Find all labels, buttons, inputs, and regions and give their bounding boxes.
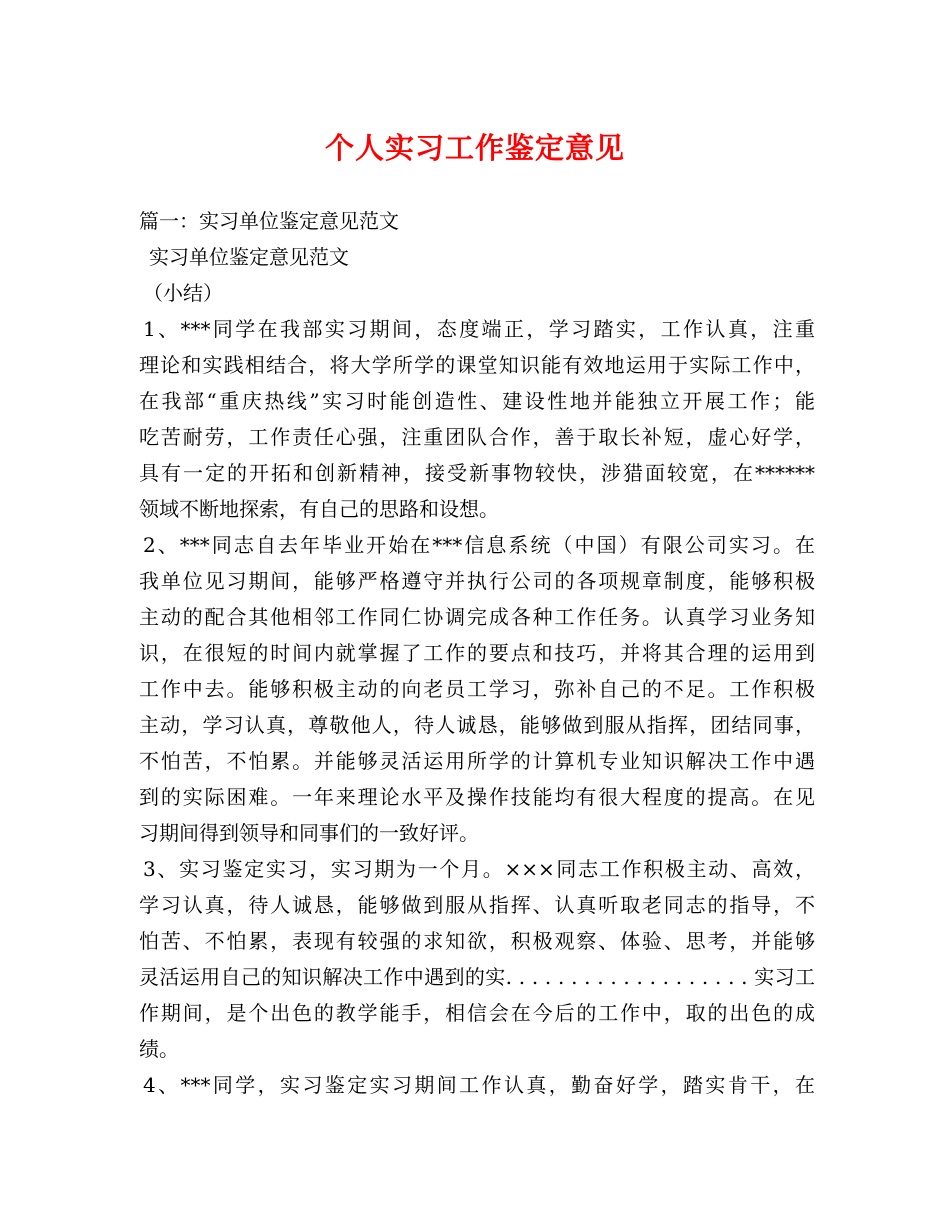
paragraph-3-line: 绩。 bbox=[139, 1037, 179, 1061]
paragraph-1-line: 吃苦耐劳，工作责任心强，注重团队合作，善于取长补短，虚心好学， bbox=[139, 425, 815, 449]
page-title: 个人实习工作鉴定意见 bbox=[324, 131, 625, 165]
paragraph-3-line: 3、实习鉴定实习，实习期为一个月。×××同志工作积极主动、高效， bbox=[143, 857, 815, 881]
paragraph-3-line: 灵活运用自己的知识解决工作中遇到的实. . . . . . . . . . . . . . . . . . . 实习工 bbox=[139, 965, 815, 989]
paragraph-2-line: 识，在很短的时间内就掌握了工作的要点和技巧，并将其合理的运用到 bbox=[139, 641, 815, 665]
paragraph-2-line: 不怕苦，不怕累。并能够灵活运用所学的计算机专业知识解决工作中遇 bbox=[139, 749, 815, 773]
paragraph-1-line: 领域不断地探索，有自己的思路和设想。 bbox=[139, 497, 499, 521]
document-body bbox=[139, 203, 815, 1103]
paragraph-2-line: 我单位见习期间，能够严格遵守并执行公司的各项规章制度，能够积极 bbox=[139, 569, 815, 593]
subsection-heading: 实习单位鉴定意见范文 bbox=[149, 245, 349, 269]
paragraph-2-line: 主动的配合其他相邻工作同仁协调完成各种工作任务。认真学习业务知 bbox=[139, 605, 815, 629]
paragraph-2-line: 主动，学习认真，尊敬他人，待人诚恳，能够做到服从指挥，团结同事， bbox=[139, 713, 815, 737]
section-heading: 篇一：实习单位鉴定意见范文 bbox=[139, 209, 399, 233]
paragraph-2-line: 工作中去。能够积极主动的向老员工学习，弥补自己的不足。工作积极 bbox=[139, 677, 815, 701]
paragraph-1-line: 具有一定的开拓和创新精神，接受新事物较快，涉猎面较宽，在****** bbox=[139, 461, 815, 485]
paragraph-1-line: 理论和实践相结合，将大学所学的课堂知识能有效地运用于实际工作中， bbox=[139, 353, 815, 377]
paragraph-3-line: 学习认真，待人诚恳，能够做到服从指挥、认真听取老同志的指导，不 bbox=[139, 893, 815, 917]
summary-label: （小结） bbox=[143, 281, 223, 305]
paragraph-4-line: 4、***同学，实习鉴定实习期间工作认真，勤奋好学，踏实肯干，在 bbox=[143, 1073, 815, 1097]
paragraph-1-line: 1、***同学在我部实习期间，态度端正，学习踏实，工作认真，注重 bbox=[143, 317, 815, 341]
paragraph-2-line: 到的实际困难。一年来理论水平及操作技能均有很大程度的提高。在见 bbox=[139, 785, 815, 809]
paragraph-2-line: 2、***同志自去年毕业开始在***信息系统（中国）有限公司实习。在 bbox=[143, 533, 815, 557]
paragraph-3-line: 怕苦、不怕累，表现有较强的求知欲，积极观察、体验、思考，并能够 bbox=[139, 929, 815, 953]
paragraph-3-line: 作期间，是个出色的教学能手，相信会在今后的工作中，取的出色的成 bbox=[139, 1001, 815, 1025]
paragraph-1-line: 在我部“重庆热线”实习时能创造性、建设性地并能独立开展工作；能 bbox=[139, 389, 815, 413]
paragraph-2-line: 习期间得到领导和同事们的一致好评。 bbox=[139, 821, 479, 845]
